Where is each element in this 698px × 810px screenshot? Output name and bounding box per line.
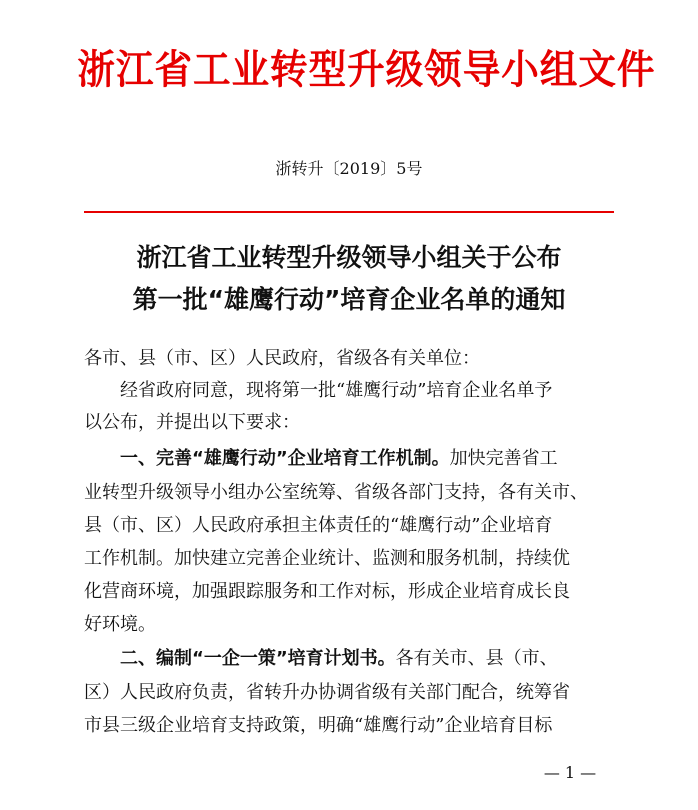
section-1-first-line-text: 加快完善省工 [449, 448, 558, 469]
section-1-first-line [120, 440, 558, 478]
section-1-line: 业转型升级领导小组办公室统筹、省级各部门支持，各有关市、 [84, 482, 588, 503]
masthead-title: 浙江省工业转型升级领导小组文件 [77, 47, 656, 93]
section-2-first-line [120, 640, 558, 678]
section-1-line: 化营商环境，加强跟踪服务和工作对标，形成企业培育成长良 [84, 581, 570, 602]
section-1-line: 好环境。 [84, 614, 156, 635]
page-number: — 1 — [543, 763, 597, 782]
document-number: 浙转升〔2019〕5号 [275, 159, 423, 178]
intro-line-2: 以公布，并提出以下要求： [84, 412, 300, 433]
section-1-heading: 一、完善“雄鹰行动”企业培育工作机制。 [120, 448, 450, 469]
salutation: 各市、县（市、区）人民政府，省级各有关单位： [84, 348, 480, 369]
section-2-heading: 二、编制“一企一策”培育计划书。 [120, 648, 396, 669]
section-1-line: 工作机制。加快建立完善企业统计、监测和服务机制，持续优 [84, 548, 570, 569]
red-divider-line [84, 211, 614, 213]
notice-title-line-1: 浙江省工业转型升级领导小组关于公布 [136, 243, 562, 272]
intro-line-1: 经省政府同意，现将第一批“雄鹰行动”培育企业名单予 [120, 380, 553, 401]
section-2-first-line-text: 各有关市、县（市、 [395, 648, 558, 669]
section-2-line: 市县三级企业培育支持政策，明确“雄鹰行动”企业培育目标 [84, 715, 553, 736]
notice-title-line-2: 第一批“雄鹰行动”培育企业名单的通知 [132, 285, 566, 314]
section-2-line: 区）人民政府负责，省转升办协调省级有关部门配合，统筹省 [84, 682, 570, 703]
section-1-line: 县（市、区）人民政府承担主体责任的“雄鹰行动”企业培育 [84, 515, 553, 536]
